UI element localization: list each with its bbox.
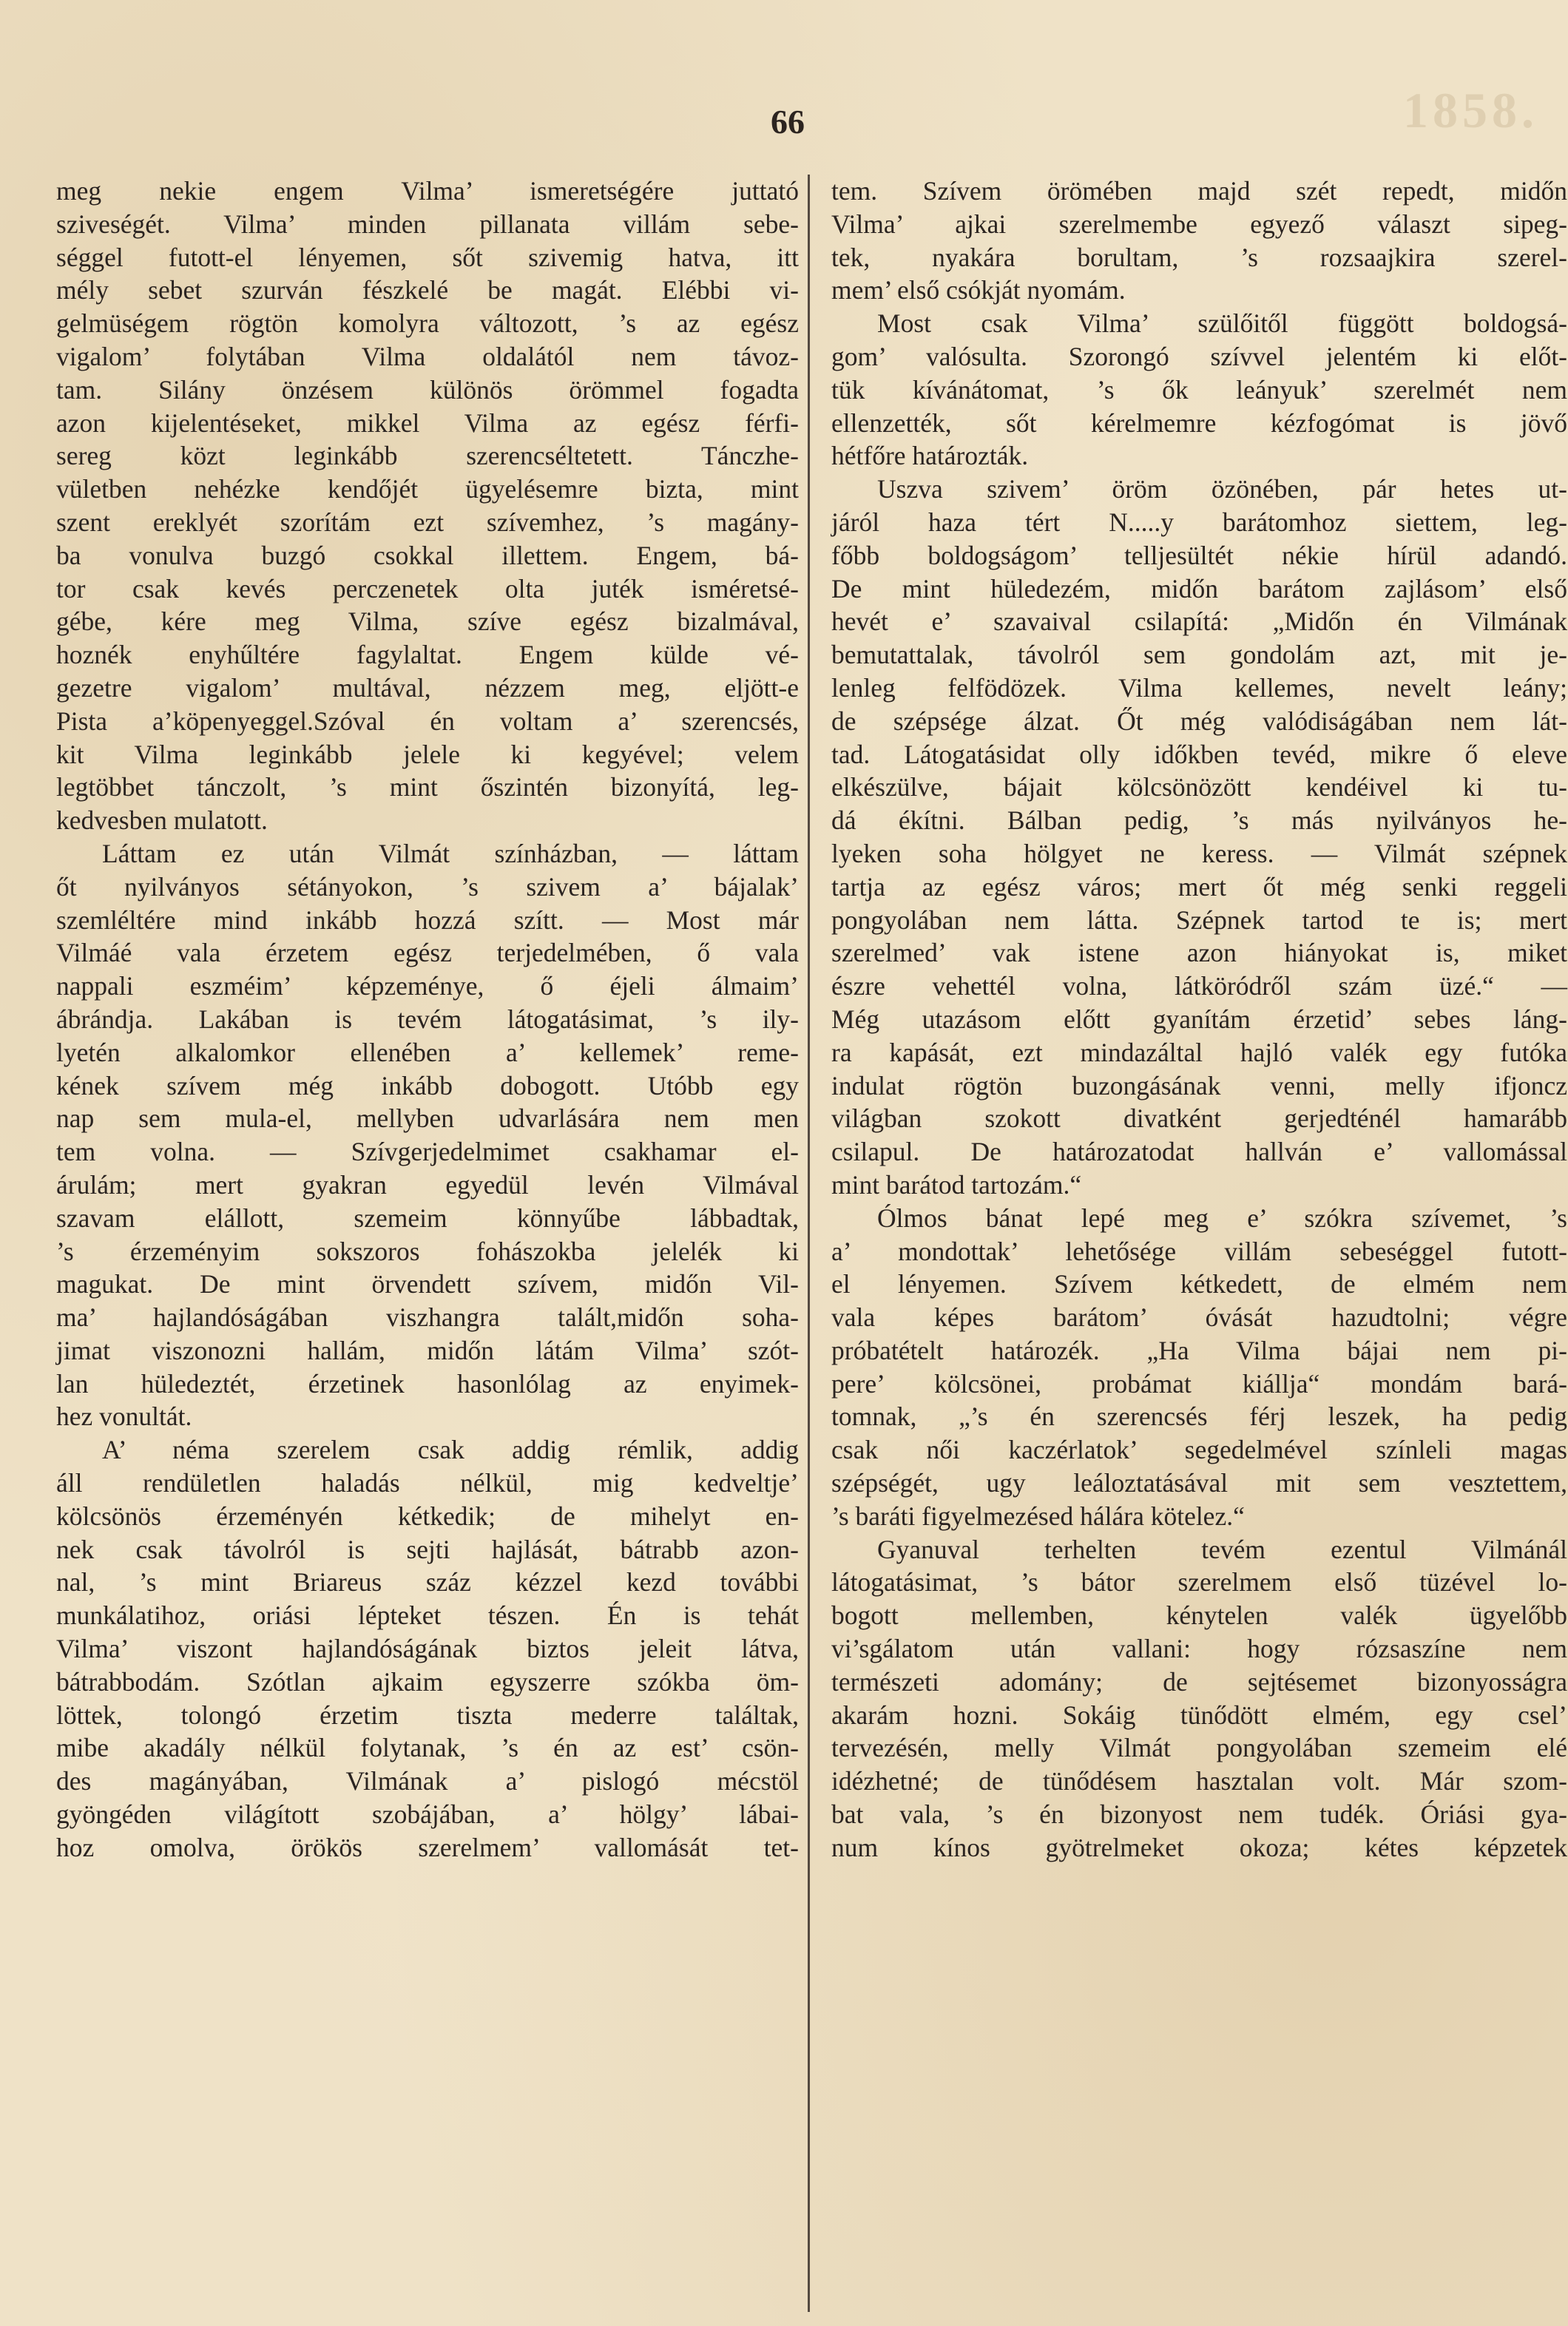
text-line: des magányában, Vilmának a’ pislogó mécstöl bbox=[56, 1766, 799, 1796]
text-line: hétfőre határozták. bbox=[831, 441, 1029, 471]
text-line: főbb boldogságom’ telljesültét nékie hírül adandó. bbox=[831, 540, 1567, 570]
text-line: vületben nehézke kendőjét ügyelésemre bizta, mint bbox=[56, 474, 799, 504]
text-line: Gyanuval terhelten tevém ezentul Vilmánál bbox=[877, 1534, 1567, 1564]
text-line: ma’ hajlandóságában viszhangra talált,midőn soha- bbox=[56, 1302, 799, 1333]
text-line: bátrabbodám. Szótlan ajkaim egyszerre szókba öm- bbox=[56, 1666, 799, 1697]
text-line: azon kijelentéseket, mikkel Vilma az egész férfi- bbox=[56, 408, 799, 438]
text-line: hez vonultát. bbox=[56, 1402, 192, 1432]
text-line: Vilma’ ajkai szerelmembe egyező választ sipeg- bbox=[831, 209, 1567, 239]
text-line: őt nyilványos sétányokon, ’s szivem a’ bájalak’ bbox=[56, 871, 799, 902]
text-line: tem volna. — Szívgerjedelmimet csakhamar el- bbox=[56, 1137, 799, 1167]
text-line: lenleg felfödözek. Vilma kellemes, nevelt leány; bbox=[831, 672, 1567, 703]
text-line: vigalom’ folytában Vilma oldalától nem távoz- bbox=[56, 341, 799, 371]
text-line: kölcsönös érzeményén kétkedik; de mihelyt en- bbox=[56, 1501, 799, 1531]
text-line: tad. Látogatásidat olly időkben tevéd, mikre ő eleve bbox=[831, 739, 1567, 769]
text-line: tomnak, „’s én szerencsés férj leszek, ha pedig bbox=[831, 1402, 1567, 1432]
text-line: gom’ valósulta. Szorongó szívvel jelentém ki előt- bbox=[831, 341, 1567, 371]
text-line: ellenzették, sőt kérelmemre kézfogómat is jövő bbox=[831, 408, 1567, 438]
text-line: lyeken soha hölgyet ne keress. — Vilmát szépnek bbox=[831, 838, 1567, 868]
text-line: nap sem mula-el, mellyben udvarlására nem men bbox=[56, 1103, 799, 1134]
text-line: idézhetné; de tünődésem hasztalan volt. Már szom- bbox=[831, 1766, 1567, 1796]
text-line: szavam elállott, szemeim könnyűbe lábbadtak, bbox=[56, 1203, 799, 1233]
text-line: akarám hozni. Sokáig tünődött elmém, egy csel’ bbox=[831, 1700, 1567, 1730]
text-line: bogott mellemben, kénytelen valék ügyelőbb bbox=[831, 1600, 1567, 1631]
text-line: legtöbbet tánczolt, ’s mint őszintén bizonyítá, leg- bbox=[56, 772, 799, 802]
text-line: ra kapását, ezt mindazáltal hajló valék egy futóka bbox=[831, 1037, 1567, 1067]
text-line: próbatételt határozék. „Ha Vilma bájai nem pi- bbox=[831, 1335, 1567, 1365]
text-line: de szépsége álzat. Őt még valódiságában nem lát- bbox=[831, 706, 1567, 736]
text-line: bat vala, ’s én bizonyost nem tudék. Óriási gya- bbox=[831, 1799, 1567, 1830]
text-line: lan hüledeztét, érzetinek hasonlólag az enyimek- bbox=[56, 1368, 799, 1399]
text-line: gyöngéden világított szobájában, a’ hölgy’ lábai- bbox=[56, 1799, 799, 1830]
text-line: gébe, kére meg Vilma, szíve egész bizalmával, bbox=[56, 606, 799, 637]
text-line: tor csak kevés perczenetek olta juték isméretsé- bbox=[56, 573, 799, 604]
text-line: nek csak távolról is sejti hajlását, bátrabb azon- bbox=[56, 1534, 799, 1564]
text-line: ’s érzeményim sokszoros fohászokba jelelék ki bbox=[56, 1236, 799, 1266]
text-line: hoznék enyhűltére fagylaltat. Engem külde vé- bbox=[56, 640, 799, 670]
text-line: dá ékítni. Bálban pedig, ’s más nyilványos he- bbox=[831, 805, 1567, 836]
text-line: Pista a’köpenyeggel.Szóval én voltam a’ szerencsés, bbox=[56, 706, 799, 736]
text-line: tam. Silány önzésem különös örömmel fogadta bbox=[56, 374, 799, 405]
right-column bbox=[831, 175, 1567, 1864]
text-line: Még utazásom előtt gyanítám érzetid’ sebes láng- bbox=[831, 1004, 1567, 1034]
text-line: pere’ kölcsönei, probámat kiállja“ mondám bará- bbox=[831, 1368, 1567, 1399]
text-line: szemléltére mind inkább hozzá szítt. — Most már bbox=[56, 905, 799, 935]
text-line: járól haza tért N.....y barátomhoz siettem, leg- bbox=[831, 507, 1567, 537]
text-line: szerelmed’ vak istene azon hiányokat is, miket bbox=[831, 938, 1567, 968]
bleed-through-text: 1858. bbox=[1403, 82, 1538, 138]
left-column bbox=[56, 175, 799, 1864]
text-line: löttek, tolongó érzetim tiszta mederre találtak, bbox=[56, 1700, 799, 1730]
text-line: mibe akadály nélkül folytanak, ’s én az est’ csön- bbox=[56, 1733, 799, 1763]
text-line: Vilma’ viszont hajlandóságának biztos jeleit látva, bbox=[56, 1634, 799, 1664]
text-line: szépségét, ugy leáloztatásával mit sem vesztettem, bbox=[831, 1468, 1567, 1498]
text-line: el lényemen. Szívem kétkedett, de elmém nem bbox=[831, 1269, 1567, 1299]
text-line: indulat rögtön buzongásának venni, melly ifjoncz bbox=[831, 1070, 1567, 1101]
text-line: munkálatihoz, oriási lépteket tészen. Én is tehát bbox=[56, 1600, 799, 1631]
column-divider bbox=[808, 175, 810, 2312]
text-line: árulám; mert gyakran egyedül levén Vilmával bbox=[56, 1169, 799, 1200]
text-line: sziveségét. Vilma’ minden pillanata villám sebe- bbox=[56, 209, 799, 239]
text-line: mély sebet szurván fészkelé be magát. Elébbi vi- bbox=[56, 275, 799, 305]
text-line: pongyolában nem látta. Szépnek tartod te is; mert bbox=[831, 905, 1567, 935]
text-line: ba vonulva buzgó csokkal illettem. Engem, bá- bbox=[56, 540, 799, 570]
text-line: vala képes barátom’ óvását hazudtolni; végre bbox=[831, 1302, 1567, 1333]
text-line: csak női kaczérlatok’ segedelmével színleli magas bbox=[831, 1435, 1567, 1465]
text-line: természeti adomány; de sejtésemet bizonyosságra bbox=[831, 1666, 1567, 1697]
text-line: mem’ első csókját nyomám. bbox=[831, 275, 1126, 305]
text-line: tervezésén, melly Vilmát pongyolában szemeim elé bbox=[831, 1733, 1567, 1763]
text-line: A’ néma szerelem csak addig rémlik, addig bbox=[102, 1435, 799, 1465]
text-line: bemutattalak, távolról sem gondolám azt, mit je- bbox=[831, 640, 1567, 670]
text-line: Ólmos bánat lepé meg e’ szókra szívemet, ’s bbox=[877, 1203, 1567, 1233]
text-line: ’s baráti figyelmezésed hálára kötelez.“ bbox=[831, 1501, 1245, 1531]
text-line: a’ mondottak’ lehetősége villám sebeséggel futott- bbox=[831, 1236, 1567, 1266]
text-line: tartja az egész város; mert őt még senki reggeli bbox=[831, 871, 1567, 902]
text-line: mint barátod tartozám.“ bbox=[831, 1169, 1082, 1200]
text-line: De mint hüledezém, midőn barátom zajlásom’ első bbox=[831, 573, 1567, 604]
text-line: nal, ’s mint Briareus száz kézzel kezd további bbox=[56, 1567, 799, 1598]
text-line: áll rendületlen haladás nélkül, mig kedveltje’ bbox=[56, 1468, 799, 1498]
text-line: tem. Szívem örömében majd szét repedt, midőn bbox=[831, 176, 1567, 206]
text-line: Láttam ez után Vilmát színházban, — láttam bbox=[102, 838, 799, 868]
text-line: kedvesben mulatott. bbox=[56, 805, 268, 836]
text-line: csilapul. De határozatodat hallván e’ vallomással bbox=[831, 1137, 1567, 1167]
text-line: vi’sgálatom után vallani: hogy rózsaszíne nem bbox=[831, 1634, 1567, 1664]
text-line: kit Vilma leginkább jelele ki kegyével; velem bbox=[56, 739, 799, 769]
text-line: ábrándja. Lakában is tevém látogatásimat, ’s ily- bbox=[56, 1004, 799, 1034]
text-line: kének szívem még inkább dobogott. Utóbb egy bbox=[56, 1070, 799, 1101]
text-line: hoz omolva, örökös szerelmem’ vallomását tet- bbox=[56, 1832, 799, 1862]
text-line: magukat. De mint örvendett szívem, midőn Vil- bbox=[56, 1269, 799, 1299]
text-line: gezetre vigalom’ multával, nézzem meg, eljött-e bbox=[56, 672, 799, 703]
text-line: tük kívánátomat, ’s ők leányuk’ szerelmét nem bbox=[831, 374, 1567, 405]
text-line: sereg közt leginkább szerencséltetett. Tánczhe- bbox=[56, 441, 799, 471]
text-line: világban szokott divatként gerjedténél hamarább bbox=[831, 1103, 1567, 1134]
text-line: lyetén alkalomkor ellenében a’ kellemek’ reme- bbox=[56, 1037, 799, 1067]
page-number: 66 bbox=[771, 103, 805, 141]
text-line: meg nekie engem Vilma’ ismeretségére juttató bbox=[56, 176, 799, 206]
text-line: nappali eszméim’ képzeménye, ő éjeli álmaim’ bbox=[56, 971, 799, 1001]
text-line: elkészülve, bájait kölcsönözött kendéivel ki tu- bbox=[831, 772, 1567, 802]
text-line: Vilmáé vala érzetem egész terjedelmében, ő vala bbox=[56, 938, 799, 968]
text-line: Most csak Vilma’ szülőitől függött boldogsá- bbox=[877, 308, 1567, 339]
text-line: gelmüségem rögtön komolyra változott, ’s az egész bbox=[56, 308, 799, 339]
text-line: séggel futott-el lényemen, sőt szivemig hatva, itt bbox=[56, 242, 799, 272]
text-line: tek, nyakára borultam, ’s rozsaajkira szerel- bbox=[831, 242, 1567, 272]
text-line: jimat viszonozni hallám, midőn látám Vilma’ szót- bbox=[56, 1335, 799, 1365]
text-line: num kínos gyötrelmeket okoza; kétes képzetek bbox=[831, 1832, 1567, 1862]
text-line: látogatásimat, ’s bátor szerelmem első tüzével lo- bbox=[831, 1567, 1567, 1598]
text-line: szent ereklyét szorítám ezt szívemhez, ’s magány- bbox=[56, 507, 799, 537]
text-line: észre vehettél volna, látköródről szám üzé.“ — bbox=[831, 971, 1567, 1001]
text-line: Uszva szivem’ öröm özönében, pár hetes ut- bbox=[877, 474, 1567, 504]
text-line: hevét e’ szavaival csilapítá: „Midőn én Vilmának bbox=[831, 606, 1567, 637]
